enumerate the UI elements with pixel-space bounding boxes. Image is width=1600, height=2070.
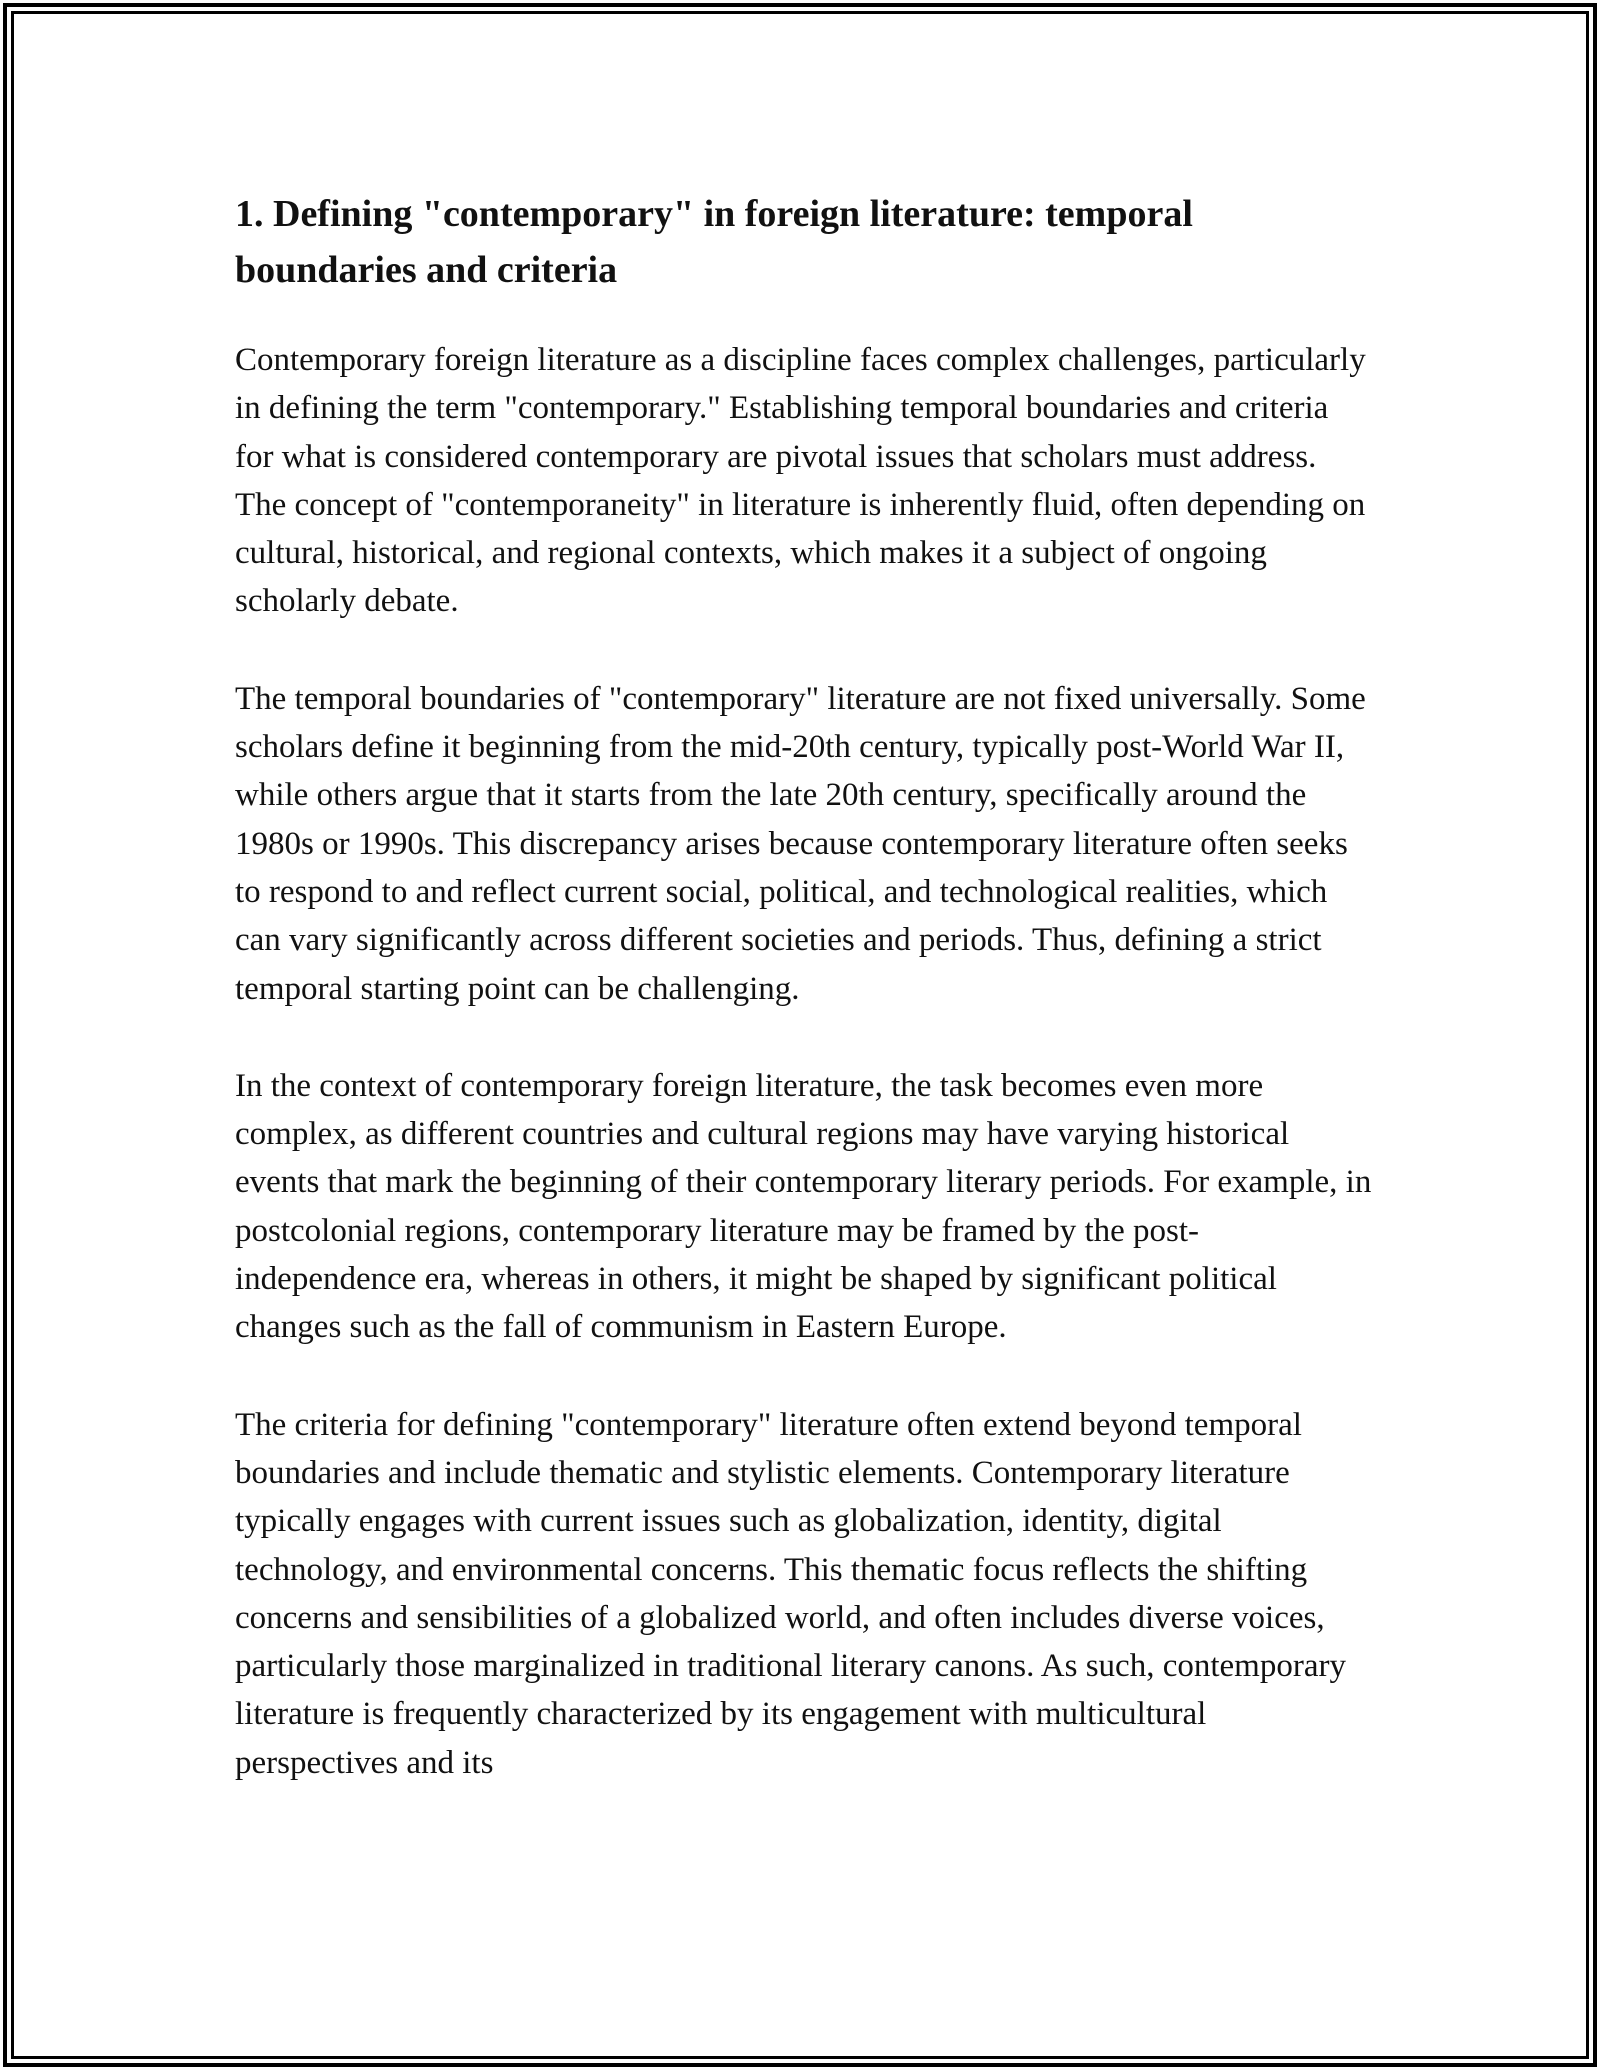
- paragraph-4: The criteria for defining "contemporary" literature often extend beyond temporal boundaries and include thematic and stylistic elements. Contemporary literature typically engages with current issues such as globalization, identity, digital technology, and environmental concerns. This thematic focus reflects the shifting concerns and sensibilities of a globalized world, and often includes diverse voices, particularly those marginalized in traditional literary canons. As such, contemporary literature is frequently characterized by its engagement with multicultural perspectives and its: [235, 1406, 1346, 1781]
- document-body: [235, 186, 1375, 1836]
- paragraph-3: In the context of contemporary foreign literature, the task becomes even more complex, as different countries and cultural regions may have varying historical events that mark the beginning of their contemporary literary periods. For example, in postcolonial regions, contemporary literature may be framed by the post-independence era, whereas in others, it might be shaped by significant political changes such as the fall of communism in Eastern Europe.: [235, 1067, 1372, 1346]
- paragraph-2: The temporal boundaries of "contemporary" literature are not fixed universally. Some scholars define it beginning from the mid-20th century, typically post-World War II, while others argue that it starts from the late 20th century, specifically around the 1980s or 1990s. This discrepancy arises because contemporary literature often seeks to respond to and reflect current social, political, and technological realities, which can vary significantly across different societies and periods. Thus, defining a strict temporal starting point can be challenging.: [235, 680, 1366, 1007]
- paragraph-1: Contemporary foreign literature as a discipline faces complex challenges, particularly in defining the term "contemporary." Establishing temporal boundaries and criteria for what is considered contemporary are pivotal issues that scholars must address. The concept of "contemporaneity" in literature is inherently fluid, often depending on cultural, historical, and regional contexts, which makes it a subject of ongoing scholarly debate.: [235, 342, 1366, 620]
- section-heading: 1. Defining "contemporary" in foreign literature: temporal boundaries and criteria: [235, 193, 1193, 291]
